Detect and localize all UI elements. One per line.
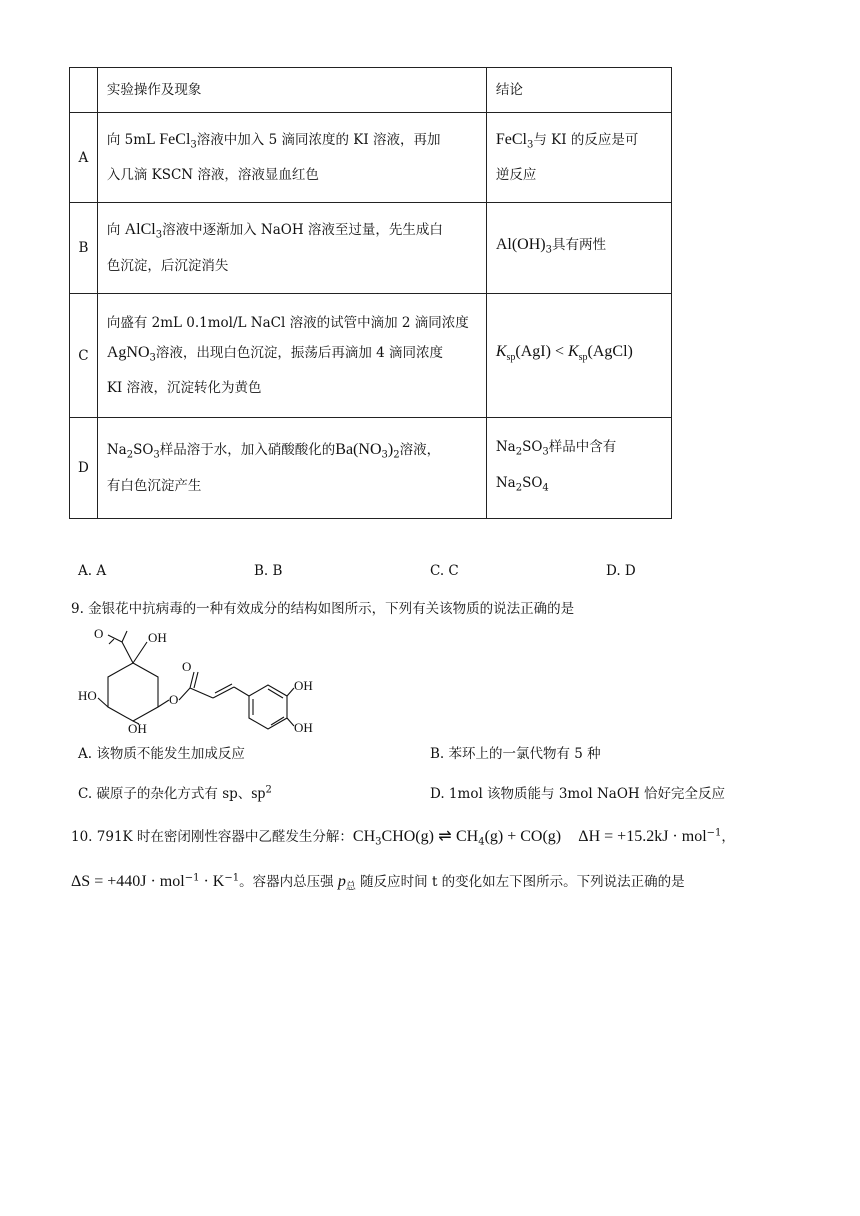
row-label: C [70, 294, 98, 418]
q9-option-d[interactable]: D. 1mol 该物质能与 3mol NaOH 恰好完全反应 [430, 786, 725, 802]
table-header-row [70, 68, 672, 113]
label-o-ester: O [182, 659, 192, 674]
q9-stem: 9. 金银花中抗病毒的一种有效成分的结构如图所示，下列有关该物质的说法正确的是 [71, 601, 575, 617]
table-row-d [70, 418, 672, 519]
row-d-operation: $Na_2SO_3$样品溶于水，加入硝酸酸化的$Ba(NO_3)_2$溶液， 有白色沉淀产生 [97, 418, 486, 519]
q9-option-b[interactable]: B. 苯环上的一氯代物有 5 种 [430, 746, 601, 762]
q10-line1: 10. 791K 时在密闭刚性容器中乙醛发生分解：$CH_3CHO(g)$ ⇌ $CH_4(g) + CO(g)$ ΔH = +15.2kJ · mol$^{-1}$， [71, 827, 735, 848]
row-label: D [70, 418, 98, 519]
q8-option-c[interactable]: C. C [430, 563, 459, 579]
table-row-a [70, 113, 672, 203]
row-d-conclusion: $Na_2SO_3$样品中含有 $Na_2SO_4$ [486, 418, 671, 519]
q9-option-a[interactable]: A. 该物质不能发生加成反应 [78, 746, 245, 762]
table-row-c [70, 294, 672, 418]
q8-option-a[interactable]: A. A [78, 563, 107, 579]
table-row-b [70, 203, 672, 294]
equilibrium-arrow: ⇌ [438, 828, 452, 845]
label-oh-bottom: OH [128, 721, 147, 736]
experiment-table [69, 67, 672, 519]
label-ho-left: HO [78, 688, 97, 703]
row-b-operation: 向 AlCl$_3$溶液中逐渐加入 NaOH 溶液至过量，先生成白 色沉淀，后沉淀消失 [97, 203, 486, 294]
q8-option-d[interactable]: D. D [606, 563, 636, 579]
row-c-operation: 向盛有 2mL 0.1mol/L NaCl 溶液的试管中滴加 2 滴同浓度 AgNO$_3$溶液，出现白色沉淀，振荡后再滴加 4 滴同浓度 KI 溶液，沉淀转化为黄色 [97, 294, 486, 418]
row-a-operation: 向 5mL FeCl$_3$溶液中加入 5 滴同浓度的 KI 溶液，再加 入几滴 KSCN 溶液，溶液显血红色 [97, 113, 486, 203]
header-operation: 实验操作及现象 [97, 68, 486, 113]
q10-line2: $\Delta S = +440J \cdot mol^{-1} \cdot K^{-1}$。容器内总压强 $p_总$ 随反应时间 t 的变化如左下图所示。下列说法正确的是 [71, 872, 685, 893]
row-c-conclusion: $K_{sp}(AgI)$ < $K_{sp}(AgCl)$ [486, 294, 671, 418]
row-label: A [70, 113, 98, 203]
label-oh-ring1: OH [294, 678, 313, 693]
row-a-conclusion: FeCl$_3$与 KI 的反应是可 逆反应 [486, 113, 671, 203]
label-oh-ring2: OH [294, 720, 313, 735]
label-o-link: O [169, 692, 179, 707]
row-b-conclusion: $Al(OH)_3$具有两性 [486, 203, 671, 294]
q8-option-b[interactable]: B. B [254, 563, 283, 579]
label-oh-top: OH [148, 630, 167, 645]
header-empty-cell [70, 68, 98, 113]
chemical-structure [78, 626, 328, 736]
label-o-ketone: O [94, 626, 104, 641]
q9-option-c[interactable]: C. 碳原子的杂化方式有 sp、$sp^2$ [78, 784, 272, 802]
header-conclusion: 结论 [486, 68, 671, 113]
row-label: B [70, 203, 98, 294]
